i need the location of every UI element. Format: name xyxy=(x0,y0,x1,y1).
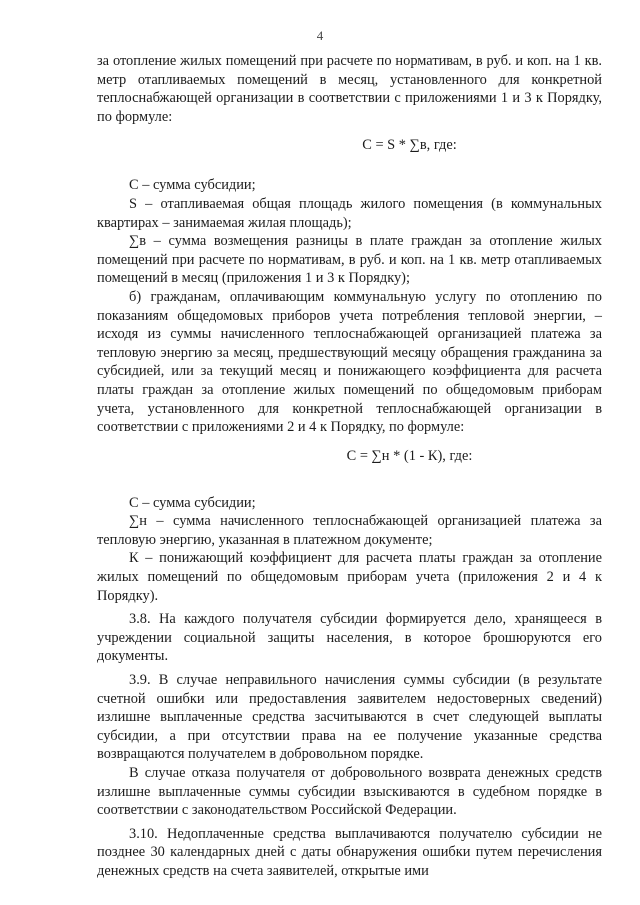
formula-2: С = ∑н * (1 - К), где: xyxy=(346,447,473,464)
document-body xyxy=(97,52,602,881)
definition-c: С – сумма субсидии; xyxy=(129,177,256,194)
definition-k: К – понижающий коэффициент для расчета платы граждан за отопление жилых помещений по общедомовым приборам учета (приложения 2 и 4 к Порядку). xyxy=(97,550,602,604)
clause-3-8: 3.8. На каждого получателя субсидии формируется дело, хранящееся в учреждении социальной защиты населения, в которое брошюруются его документы. xyxy=(97,611,602,665)
definition-sum-n: ∑н – сумма начисленного теплоснабжающей организацией платежа за тепловую энергию, указанная в платежном документе; xyxy=(97,513,602,548)
paragraph-intro: за отопление жилых помещений при расчете по нормативам, в руб. и коп. на 1 кв. метр отапливаемых помещений в месяц, установленного для конкретной теплоснабжающей организации в соответствии с приложениями 1 и 3 к Порядку, по формуле: xyxy=(97,53,602,125)
definition-c-2: С – сумма субсидии; xyxy=(129,494,256,511)
clause-3-9: 3.9. В случае неправильного начисления суммы субсидии (в результате счетной ошибки или предоставления заявителем недостоверных сведений) излишне выплаченные средства засчитываются в счет следующей выплаты субсидии, а при отсутствии права на ее получение указанные средства возвращаются получателем в добровольном порядке. xyxy=(97,672,602,763)
definition-s: S – отапливаемая общая площадь жилого помещения (в коммунальных квартирах – занимаемая жилая площадь); xyxy=(97,195,602,231)
clause-3-9-refusal: В случае отказа получателя от добровольного возврата денежных средств излишне выплаченные суммы субсидии взыскиваются в судебном порядке в соответствии с законодательством Российской Федерации. xyxy=(97,765,602,819)
definition-sum-v: ∑в – сумма возмещения разницы в плате граждан за отопление жилых помещений при расчете по нормативам, в руб. и коп. на 1 кв. метр отапливаемых помещений в месяц (приложения 1 и 3 к Порядку); xyxy=(97,233,602,287)
clause-3-10: 3.10. Недоплаченные средства выплачиваются получателю субсидии не позднее 30 календарных дней с даты обнаружения ошибки путем перечисления денежных средств на счета заявителей, открытые ими xyxy=(97,825,602,879)
page-number: 4 xyxy=(316,28,324,43)
formula-1: С = S * ∑в, где: xyxy=(362,137,457,154)
paragraph-item-b: б) гражданам, оплачивающим коммунальную услугу по отоплению по показаниям общедомовых приборов учета потребления тепловой энергии, – исходя из суммы начисленного теплоснабжающей организацией платежа за тепловую энергию за месяц, предшествующий месяцу обращения гражданина за субсидией, или за текущий месяц и понижающего коэффициента для расчета платы граждан за отопление жилых помещений по общедомовым приборам учета, установленного для конкретной теплоснабжающей организации в соответствии с приложениями 2 и 4 к Порядку, по формуле: xyxy=(97,288,602,436)
